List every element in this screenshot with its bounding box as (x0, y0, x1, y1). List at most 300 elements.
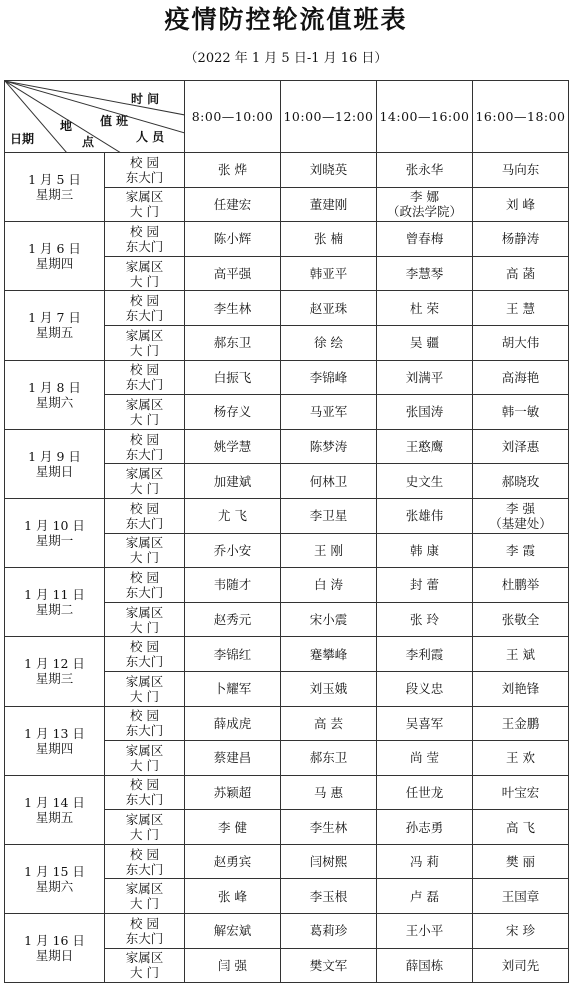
location-line: 校 园 (130, 500, 159, 516)
location-line: 校 园 (130, 362, 159, 378)
table-row (5, 429, 569, 464)
location-cell (105, 325, 185, 360)
weekday-label: 星期三 (35, 671, 74, 687)
person-name: 任世龙 (405, 784, 444, 800)
duty-person-cell (281, 810, 377, 845)
date-cell (5, 637, 105, 706)
location-line: 东大门 (125, 654, 164, 670)
location-line: 校 园 (130, 569, 159, 585)
location-line: 大 门 (130, 481, 159, 497)
duty-person-cell (281, 153, 377, 188)
person-name: 姚学慧 (213, 439, 252, 455)
person-name: 郝晓玫 (501, 473, 540, 489)
duty-person-cell (281, 879, 377, 914)
person-name: 胡大伟 (501, 335, 540, 351)
person-name: 陈小辉 (213, 231, 252, 247)
duty-person-cell (377, 844, 473, 879)
location-line: 大 门 (130, 411, 159, 427)
duty-person-cell (281, 498, 377, 533)
person-name: 刘满平 (405, 369, 444, 385)
date-label: 1 月 15 日 (24, 863, 85, 879)
location-line: 家属区 (125, 881, 164, 897)
person-name: 任建宏 (213, 196, 252, 212)
person-name: 吴喜军 (405, 715, 444, 731)
location-cell (105, 222, 185, 257)
person-name: 白振飞 (213, 369, 252, 385)
location-line: 校 园 (130, 431, 159, 447)
duty-person-cell (473, 429, 569, 464)
corner-label-place-1: 地 (60, 119, 73, 133)
duty-person-cell (377, 602, 473, 637)
person-name: 李 霞 (506, 542, 535, 558)
person-name: 曾春梅 (405, 231, 444, 247)
duty-person-cell (281, 256, 377, 291)
person-name: 徐 绘 (314, 335, 343, 351)
corner-label-date: 日期 (10, 132, 35, 146)
duty-person-cell (185, 948, 281, 983)
location-line: 大 门 (130, 896, 159, 912)
date-cell (5, 153, 105, 222)
duty-person-cell (281, 602, 377, 637)
location-line: 家属区 (125, 535, 164, 551)
duty-person-cell (281, 671, 377, 706)
location-line: 家属区 (125, 673, 164, 689)
location-line: 东大门 (125, 308, 164, 324)
person-name: 蹇攀峰 (309, 646, 348, 662)
duty-person-cell (185, 291, 281, 326)
person-name: 郝东卫 (309, 750, 348, 766)
table-row (5, 291, 569, 326)
person-name: 高海艳 (501, 369, 540, 385)
duty-person-cell (185, 914, 281, 949)
location-line: 大 门 (130, 827, 159, 843)
person-name: 刘司先 (501, 957, 540, 973)
duty-person-cell (281, 464, 377, 499)
duty-person-cell (473, 914, 569, 949)
location-line: 家属区 (125, 258, 164, 274)
duty-person-cell (185, 153, 281, 188)
location-line: 大 门 (130, 342, 159, 358)
weekday-label: 星期日 (35, 463, 74, 479)
duty-person-cell (185, 464, 281, 499)
location-line: 校 园 (130, 223, 159, 239)
person-name: 马亚军 (309, 404, 348, 420)
person-name: 樊 丽 (506, 854, 535, 870)
person-name: 张雄伟 (405, 508, 444, 524)
person-name: 李锦红 (213, 646, 252, 662)
person-name: 李生林 (213, 300, 252, 316)
location-line: 东大门 (125, 723, 164, 739)
duty-person-cell (377, 948, 473, 983)
person-name: 马向东 (501, 162, 540, 178)
weekday-label: 星期四 (35, 740, 74, 756)
person-name: 薛成虎 (213, 715, 252, 731)
person-name: 封 蕾 (410, 577, 439, 593)
duty-person-cell (473, 395, 569, 430)
duty-person-cell (377, 360, 473, 395)
table-row (5, 498, 569, 533)
location-cell (105, 879, 185, 914)
duty-person-cell (185, 879, 281, 914)
duty-person-cell (377, 810, 473, 845)
date-cell (5, 360, 105, 429)
date-cell (5, 498, 105, 567)
person-name: 闫 强 (218, 957, 247, 973)
person-name: 刘玉娥 (309, 681, 348, 697)
weekday-label: 星期日 (35, 948, 74, 964)
person-name: 段义忠 (405, 681, 444, 697)
date-cell (5, 914, 105, 983)
date-label: 1 月 9 日 (28, 448, 81, 464)
location-cell (105, 671, 185, 706)
location-cell (105, 741, 185, 776)
duty-roster-table (4, 80, 569, 983)
person-name: 宋 珍 (506, 923, 535, 939)
weekday-label: 星期三 (35, 187, 74, 203)
location-line: 东大门 (125, 377, 164, 393)
person-name: 李玉根 (309, 888, 348, 904)
duty-person-cell (281, 706, 377, 741)
duty-person-cell (473, 498, 569, 533)
duty-person-cell (377, 637, 473, 672)
duty-person-cell (281, 568, 377, 603)
slot-header: 10:00—12:00 (281, 81, 377, 153)
duty-person-cell (185, 602, 281, 637)
person-name: 张国涛 (405, 404, 444, 420)
person-name: 王小平 (405, 923, 444, 939)
duty-person-cell (473, 153, 569, 188)
duty-person-cell (185, 568, 281, 603)
location-cell (105, 775, 185, 810)
location-cell (105, 187, 185, 222)
duty-person-cell (185, 775, 281, 810)
location-line: 大 门 (130, 273, 159, 289)
person-name: 杜 荣 (410, 300, 439, 316)
person-name: 韩 康 (410, 542, 439, 558)
slot-header: 16:00—18:00 (473, 81, 569, 153)
person-name: 李锦峰 (309, 369, 348, 385)
location-cell (105, 602, 185, 637)
header-row (5, 81, 569, 153)
location-cell (105, 637, 185, 672)
person-name: 李慧琴 (405, 266, 444, 282)
person-name: 杨存义 (213, 404, 252, 420)
corner-label-personnel: 人 员 (136, 130, 165, 144)
duty-person-cell (377, 533, 473, 568)
location-line: 东大门 (125, 930, 164, 946)
person-name: 李 娜 (410, 189, 439, 205)
location-line: 家属区 (125, 742, 164, 758)
location-line: 大 门 (130, 688, 159, 704)
table-row (5, 637, 569, 672)
duty-person-cell (473, 671, 569, 706)
duty-person-cell (377, 395, 473, 430)
person-name: 樊文军 (309, 957, 348, 973)
date-label: 1 月 11 日 (24, 587, 85, 603)
date-label: 1 月 7 日 (28, 310, 81, 326)
location-line: 家属区 (125, 466, 164, 482)
person-name: 张 玲 (410, 612, 439, 628)
person-name: 尤 飞 (218, 508, 247, 524)
duty-person-cell (473, 291, 569, 326)
person-name: 刘艳锋 (501, 681, 540, 697)
duty-person-cell (281, 844, 377, 879)
department-note: （政法学院） (386, 204, 462, 220)
duty-person-cell (377, 741, 473, 776)
location-line: 校 园 (130, 293, 159, 309)
date-label: 1 月 5 日 (28, 172, 81, 188)
location-line: 家属区 (125, 950, 164, 966)
person-name: 高平强 (213, 266, 252, 282)
duty-person-cell (281, 187, 377, 222)
location-cell (105, 256, 185, 291)
duty-person-cell (281, 291, 377, 326)
table-row (5, 775, 569, 810)
person-name: 宋小震 (309, 612, 348, 628)
person-name: 王 欢 (506, 750, 535, 766)
duty-person-cell (473, 464, 569, 499)
date-label: 1 月 10 日 (24, 518, 85, 534)
location-line: 东大门 (125, 169, 164, 185)
location-line: 东大门 (125, 238, 164, 254)
person-name: 刘 峰 (506, 196, 535, 212)
location-cell (105, 948, 185, 983)
person-name: 王 慧 (506, 300, 535, 316)
corner-label-duty: 值 班 (100, 114, 129, 128)
person-name: 张 烨 (218, 162, 247, 178)
duty-person-cell (281, 775, 377, 810)
location-line: 东大门 (125, 861, 164, 877)
person-name: 解宏斌 (213, 923, 252, 939)
date-label: 1 月 16 日 (24, 933, 85, 949)
person-name: 何林卫 (309, 473, 348, 489)
duty-person-cell (185, 533, 281, 568)
person-name: 孙志勇 (405, 819, 444, 835)
duty-person-cell (281, 325, 377, 360)
person-name: 叶宝宏 (501, 784, 540, 800)
person-name: 赵秀元 (213, 612, 252, 628)
duty-person-cell (473, 844, 569, 879)
duty-person-cell (473, 325, 569, 360)
person-name: 赵亚珠 (309, 300, 348, 316)
person-name: 吴 疆 (410, 335, 439, 351)
location-line: 校 园 (130, 777, 159, 793)
date-label: 1 月 13 日 (24, 725, 85, 741)
duty-person-cell (185, 187, 281, 222)
person-name: 李 强 (506, 500, 535, 516)
diagonal-header-cell (5, 81, 185, 153)
duty-person-cell (281, 914, 377, 949)
location-line: 家属区 (125, 812, 164, 828)
person-name: 王金鹏 (501, 715, 540, 731)
person-name: 张 峰 (218, 888, 247, 904)
duty-person-cell (473, 879, 569, 914)
duty-person-cell (377, 325, 473, 360)
duty-person-cell (281, 429, 377, 464)
location-line: 家属区 (125, 327, 164, 343)
date-label: 1 月 8 日 (28, 379, 81, 395)
location-cell (105, 568, 185, 603)
duty-person-cell (185, 637, 281, 672)
location-cell (105, 810, 185, 845)
duty-person-cell (473, 602, 569, 637)
duty-person-cell (281, 395, 377, 430)
department-note: （基建处） (489, 515, 552, 531)
table-row (5, 360, 569, 395)
weekday-label: 星期四 (35, 256, 74, 272)
person-name: 刘晓英 (309, 162, 348, 178)
table-row (5, 844, 569, 879)
duty-person-cell (473, 810, 569, 845)
duty-person-cell (281, 222, 377, 257)
weekday-label: 星期五 (35, 325, 74, 341)
duty-person-cell (185, 844, 281, 879)
duty-person-cell (473, 706, 569, 741)
location-line: 大 门 (130, 204, 159, 220)
location-cell (105, 498, 185, 533)
location-cell (105, 844, 185, 879)
duty-person-cell (185, 395, 281, 430)
duty-person-cell (377, 464, 473, 499)
person-name: 李生林 (309, 819, 348, 835)
duty-person-cell (377, 914, 473, 949)
person-name: 薛国栋 (405, 957, 444, 973)
duty-person-cell (377, 256, 473, 291)
person-name: 冯 莉 (410, 854, 439, 870)
person-name: 郝东卫 (213, 335, 252, 351)
person-name: 陈梦涛 (309, 439, 348, 455)
duty-person-cell (377, 879, 473, 914)
person-name: 卢 磊 (410, 888, 439, 904)
location-line: 校 园 (130, 846, 159, 862)
person-name: 马 惠 (314, 784, 343, 800)
duty-person-cell (185, 706, 281, 741)
duty-person-cell (473, 568, 569, 603)
person-name: 高 菡 (506, 266, 535, 282)
duty-person-cell (377, 671, 473, 706)
table-row (5, 706, 569, 741)
person-name: 李卫星 (309, 508, 348, 524)
location-cell (105, 533, 185, 568)
person-name: 白 涛 (314, 577, 343, 593)
duty-person-cell (185, 222, 281, 257)
person-name: 韩亚平 (309, 266, 348, 282)
person-name: 尚 莹 (410, 750, 439, 766)
location-line: 校 园 (130, 154, 159, 170)
location-line: 大 门 (130, 965, 159, 981)
duty-person-cell (281, 948, 377, 983)
person-name: 乔小安 (213, 542, 252, 558)
person-name: 张 楠 (314, 231, 343, 247)
person-name: 李 健 (218, 819, 247, 835)
location-line: 家属区 (125, 604, 164, 620)
duty-person-cell (185, 741, 281, 776)
person-name: 王 斌 (506, 646, 535, 662)
duty-person-cell (377, 775, 473, 810)
duty-person-cell (473, 256, 569, 291)
slot-header: 14:00—16:00 (377, 81, 473, 153)
person-name: 董建刚 (309, 196, 348, 212)
date-label: 1 月 14 日 (24, 794, 85, 810)
date-cell (5, 706, 105, 775)
corner-label-place-2: 点 (82, 135, 95, 149)
duty-person-cell (185, 810, 281, 845)
duty-person-cell (185, 325, 281, 360)
weekday-label: 星期五 (35, 809, 74, 825)
duty-person-cell (281, 741, 377, 776)
location-line: 大 门 (130, 757, 159, 773)
duty-person-cell (185, 498, 281, 533)
duty-person-cell (377, 222, 473, 257)
location-cell (105, 429, 185, 464)
person-name: 闫树熙 (309, 854, 348, 870)
weekday-label: 星期一 (35, 533, 74, 549)
location-line: 东大门 (125, 446, 164, 462)
location-cell (105, 360, 185, 395)
person-name: 张敬全 (501, 612, 540, 628)
location-line: 东大门 (125, 584, 164, 600)
duty-person-cell (473, 187, 569, 222)
page-title: 疫情防控轮流值班表 (164, 5, 408, 34)
duty-person-cell (377, 291, 473, 326)
location-line: 校 园 (130, 639, 159, 655)
corner-label-time: 时 间 (131, 92, 160, 106)
location-line: 校 园 (130, 708, 159, 724)
date-cell (5, 429, 105, 498)
person-name: 李利霞 (405, 646, 444, 662)
duty-person-cell (473, 948, 569, 983)
person-name: 杜鹏举 (501, 577, 540, 593)
person-name: 高 芸 (314, 715, 343, 731)
duty-person-cell (377, 568, 473, 603)
person-name: 韦随才 (213, 577, 252, 593)
person-name: 王国章 (501, 888, 540, 904)
table-row (5, 914, 569, 949)
person-name: 加建斌 (213, 473, 252, 489)
date-label: 1 月 12 日 (24, 656, 85, 672)
person-name: 葛莉珍 (309, 923, 348, 939)
person-name: 苏颖超 (213, 784, 252, 800)
location-line: 校 园 (130, 915, 159, 931)
slot-header: 8:00—10:00 (185, 81, 281, 153)
person-name: 赵勇宾 (213, 854, 252, 870)
location-cell (105, 291, 185, 326)
date-cell (5, 222, 105, 291)
location-cell (105, 464, 185, 499)
weekday-label: 星期六 (35, 394, 74, 410)
duty-person-cell (281, 637, 377, 672)
location-cell (105, 395, 185, 430)
duty-person-cell (185, 256, 281, 291)
location-line: 大 门 (130, 619, 159, 635)
date-cell (5, 568, 105, 637)
date-cell (5, 844, 105, 913)
duty-person-cell (281, 533, 377, 568)
duty-person-cell (473, 533, 569, 568)
weekday-label: 星期二 (35, 602, 74, 618)
duty-person-cell (473, 775, 569, 810)
location-line: 东大门 (125, 515, 164, 531)
duty-person-cell (377, 429, 473, 464)
duty-person-cell (377, 498, 473, 533)
duty-person-cell (377, 153, 473, 188)
person-name: 高 飞 (506, 819, 535, 835)
person-name: 刘泽惠 (501, 439, 540, 455)
person-name: 蔡建昌 (213, 750, 252, 766)
person-name: 韩一敏 (501, 404, 540, 420)
duty-person-cell (473, 222, 569, 257)
table-row (5, 568, 569, 603)
